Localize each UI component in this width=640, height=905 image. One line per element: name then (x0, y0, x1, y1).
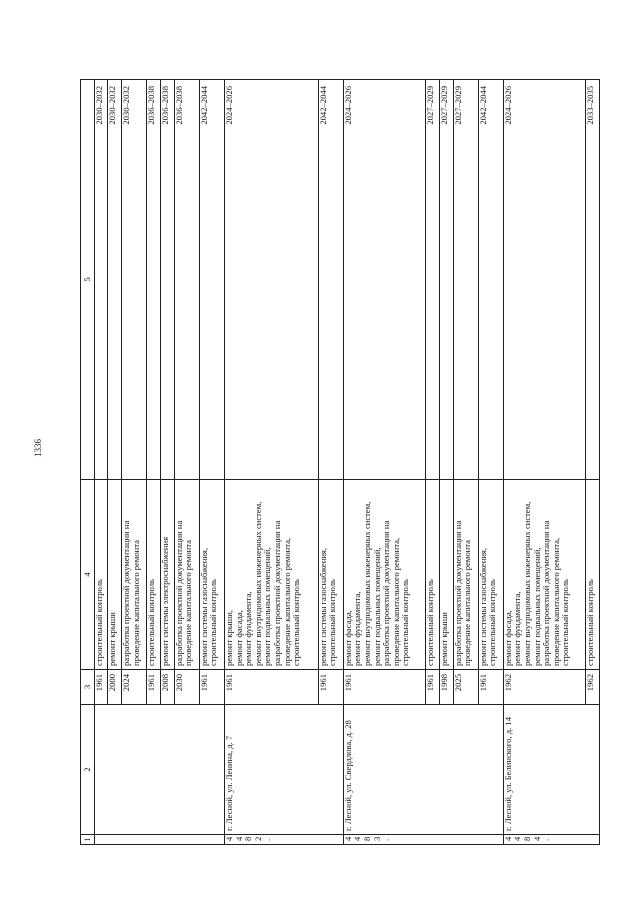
work-line: ремонт внутридомовых инженерных систем, (362, 501, 372, 666)
period-cell: 2027–2029 (426, 80, 440, 480)
work-line: строительный контроль (327, 579, 338, 666)
work-line: ремонт фундамента, (352, 591, 363, 666)
work-line: строительный контроль (93, 579, 104, 666)
work-description (426, 480, 440, 670)
year-cell: 1961 (318, 670, 343, 705)
table-row (343, 80, 425, 845)
work-line: разработка проектной документации на (452, 520, 463, 666)
work-description (224, 480, 318, 670)
work-line: строительный контроль (585, 579, 596, 666)
work-line: проведение капитального ремонта (183, 540, 194, 666)
work-line: проведение капитального ремонта, (281, 537, 292, 666)
header-cell-2: 2 (81, 705, 95, 835)
period-cell: 2024–2026 (224, 80, 318, 480)
period-cell: 2030–2032 (122, 80, 147, 480)
work-line: проведение капитального ремонта (130, 540, 141, 666)
work-line: ремонт внутридомовых инженерных систем, (252, 501, 263, 666)
work-line: ремонт подвальных помещений, (262, 547, 273, 666)
work-description (503, 480, 585, 670)
year-cell: 1961 (478, 670, 503, 705)
period-cell: 2036–2038 (147, 80, 161, 480)
work-line: ремонт фасада, (342, 610, 353, 666)
page-number: 1336 (33, 439, 43, 457)
work-line: проведение капитального ремонта, (550, 537, 561, 666)
work-line: строительный контроль (425, 579, 436, 666)
building-address: г. Лесной, ул. Белинского, д. 14 (503, 705, 599, 835)
work-line: ремонт системы электроснабжения (159, 536, 170, 666)
work-line: ремонт системы газоснабжения, (317, 547, 328, 666)
period-cell: 2024–2026 (503, 80, 585, 480)
work-line: строительный контроль (208, 579, 219, 666)
header-cell-3: 3 (81, 670, 95, 705)
work-line: ремонт системы газоснабжения, (477, 547, 488, 666)
building-address (94, 705, 224, 835)
work-description (174, 480, 199, 670)
work-line: ремонт подвальных помещений, (371, 547, 382, 666)
year-cell: 2000 (108, 670, 122, 705)
work-line: ремонт фасада, (502, 610, 513, 666)
building-address: г. Лесной, ул. Свердлова, д. 28 (343, 705, 503, 835)
work-line: разработка проектной документации на (121, 520, 132, 666)
work-description (478, 480, 503, 670)
period-cell: 2042–2044 (199, 80, 224, 480)
header-cell-4: 4 (81, 480, 95, 670)
work-description (160, 480, 174, 670)
work-line: ремонт крыши (107, 612, 118, 666)
work-description (108, 480, 122, 670)
year-cell: 1962 (586, 670, 600, 705)
period-cell: 2027–2029 (439, 80, 453, 480)
work-line: разработка проектной документации на (271, 520, 282, 666)
entry-number: 4484. (503, 835, 599, 845)
year-cell: 2024 (122, 670, 147, 705)
work-description (318, 480, 343, 670)
period-cell: 2036–2038 (160, 80, 174, 480)
year-cell: 1961 (199, 670, 224, 705)
work-line: ремонт крыши, (223, 610, 234, 666)
header-cell-5: 5 (81, 80, 95, 480)
work-description (199, 480, 224, 670)
period-cell: 2030–2032 (94, 80, 108, 480)
work-description (586, 480, 600, 670)
year-cell: 1961 (224, 670, 318, 705)
work-line: ремонт фундамента, (243, 591, 254, 666)
period-cell: 2027–2029 (453, 80, 478, 480)
work-line: ремонт фасада, (233, 610, 244, 666)
work-line: строительный контроль (400, 579, 411, 666)
year-cell: 1961 (343, 670, 425, 705)
year-cell: 1961 (147, 670, 161, 705)
table-row (224, 80, 318, 845)
entry-number: 4483. (343, 835, 503, 845)
work-line: ремонт подвальных помещений, (531, 547, 542, 666)
period-cell: 2033–2035 (586, 80, 600, 480)
period-cell: 2036–2038 (174, 80, 199, 480)
work-line: ремонт крыши (438, 612, 449, 666)
work-description (439, 480, 453, 670)
period-cell: 2042–2044 (478, 80, 503, 480)
year-cell: 2008 (160, 670, 174, 705)
year-cell: 1962 (503, 670, 585, 705)
work-line: ремонт фундамента, (512, 591, 523, 666)
work-line: разработка проектной документации на (381, 520, 392, 666)
header-cell-1: 1 (81, 835, 95, 845)
work-line: строительный контроль (291, 579, 302, 666)
period-cell: 2030–2032 (108, 80, 122, 480)
year-cell: 2030 (174, 670, 199, 705)
work-description (94, 480, 108, 670)
period-cell: 2042–2044 (318, 80, 343, 480)
work-line: строительный контроль (487, 579, 498, 666)
year-cell: 1998 (439, 670, 453, 705)
work-line: ремонт внутридомовых инженерных систем, (521, 501, 532, 666)
work-description (343, 480, 425, 670)
work-line: разработка проектной документации на (541, 520, 552, 666)
year-cell: 1961 (94, 670, 108, 705)
building-address: г. Лесной, ул. Ленина, д. 7 (224, 705, 343, 835)
work-line: ремонт системы газоснабжения, (198, 547, 209, 666)
year-cell: 1961 (426, 670, 440, 705)
period-cell: 2024–2026 (343, 80, 425, 480)
work-line: разработка проектной документации на (173, 520, 184, 666)
work-line: строительный контроль (560, 579, 571, 666)
capital-repair-table (80, 79, 600, 845)
rotated-table-wrapper (80, 80, 600, 845)
work-description (147, 480, 161, 670)
header-row (81, 80, 95, 845)
work-description (122, 480, 147, 670)
entry-number (94, 835, 224, 845)
document-table-container (80, 80, 600, 845)
work-line: строительный контроль (146, 579, 157, 666)
work-line: проведение капитального ремонта (462, 540, 473, 666)
entry-number: 4482. (224, 835, 343, 845)
work-line: проведение капитального ремонта, (390, 537, 401, 666)
table-row (94, 80, 108, 845)
year-cell: 2025 (453, 670, 478, 705)
table-row (503, 80, 585, 845)
work-description (453, 480, 478, 670)
